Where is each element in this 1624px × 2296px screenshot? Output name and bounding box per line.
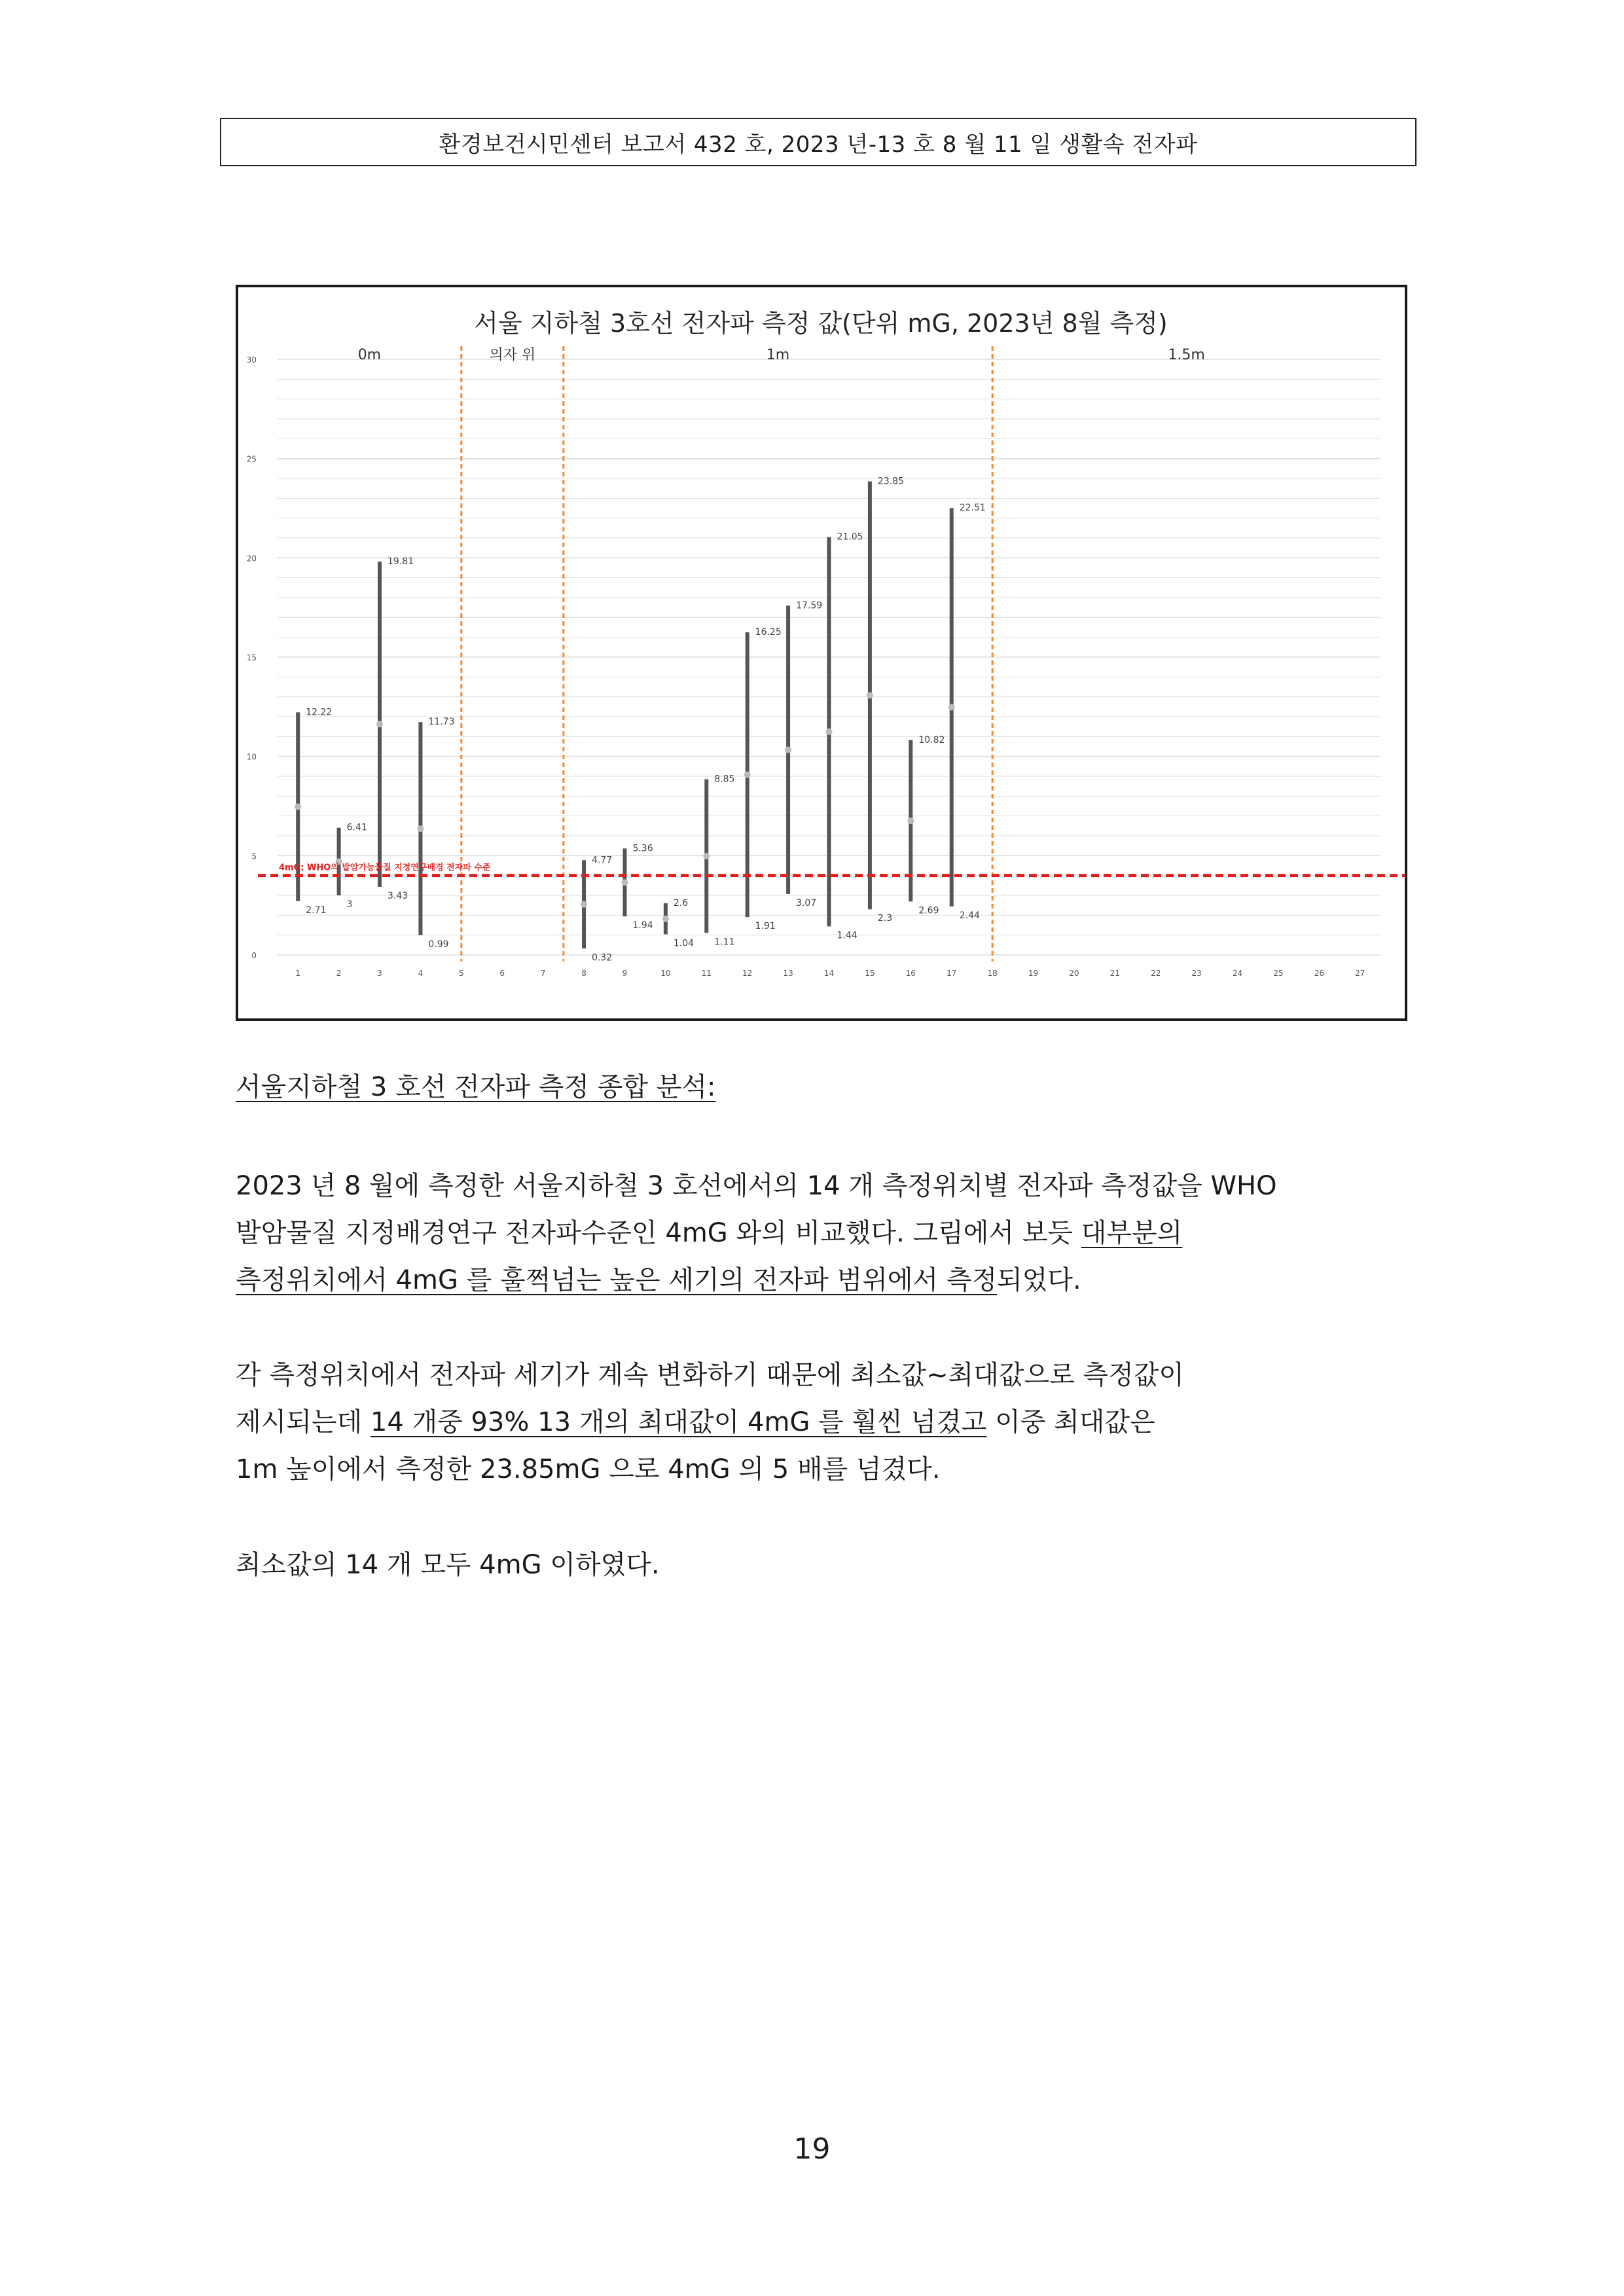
y-tick-label: 15	[246, 653, 257, 662]
paragraph-2-line-2	[236, 1399, 1155, 1446]
paragraph-1-line-3	[236, 1257, 1081, 1304]
min-value-label: 0.32	[592, 952, 613, 963]
min-value-label: 1.94	[632, 920, 653, 931]
y-axis-ticks	[247, 355, 257, 960]
x-tick-label: 22	[1151, 969, 1161, 978]
paragraph-1-text-2b: 대부분의	[1081, 1218, 1183, 1248]
x-tick-label: 27	[1355, 969, 1365, 978]
range-midpoint	[621, 879, 628, 886]
paragraph-2-text-1: 각 측정위치에서 전자파 세기가 계속 변화하기 때문에 최소값~최대값으로 측정값이	[236, 1360, 1184, 1390]
x-tick-label: 13	[783, 969, 793, 978]
min-value-label: 1.44	[837, 930, 857, 941]
min-value-label: 3.43	[388, 890, 408, 901]
min-value-label: 1.04	[673, 938, 695, 949]
range-midpoint	[907, 817, 914, 824]
x-tick-label: 5	[459, 969, 464, 978]
x-tick-label: 2	[336, 969, 342, 978]
range-midpoint	[948, 704, 955, 711]
x-tick-label: 15	[865, 969, 875, 978]
max-value-label: 5.36	[632, 843, 653, 854]
paragraph-1-text-3a: 측정위치에서 4mG 를 훌쩍넘는 높은 세기의 전자파 범위에서 측정	[236, 1265, 998, 1295]
x-tick-label: 8	[581, 969, 586, 978]
x-tick-label: 7	[540, 969, 546, 978]
y-tick-label: 30	[246, 355, 257, 365]
paragraph-1-text-1: 2023 년 8 월에 측정한 서울지하철 3 호선에서의 14 개 측정위치별 전자파 측정값을 WHO	[236, 1171, 1277, 1201]
range-bars	[295, 476, 986, 963]
zone-label: 1.5m	[1168, 347, 1205, 363]
zone-label: 1m	[766, 347, 790, 363]
min-value-label: 3	[346, 899, 353, 910]
x-tick-label: 9	[622, 969, 628, 978]
min-value-label: 3.07	[796, 897, 817, 908]
range-midpoint	[376, 721, 383, 728]
y-tick-label: 0	[251, 951, 257, 960]
x-tick-label: 11	[701, 969, 712, 978]
min-value-label: 2.71	[306, 905, 327, 916]
x-tick-label: 24	[1232, 969, 1243, 978]
paragraph-2-line-1	[236, 1352, 1184, 1399]
max-value-label: 6.41	[346, 822, 367, 833]
max-value-label: 12.22	[306, 707, 333, 718]
x-axis-ticks	[295, 969, 1365, 978]
min-value-label: 1.91	[755, 921, 776, 932]
max-value-label: 17.59	[796, 600, 823, 611]
x-tick-label: 21	[1110, 969, 1120, 978]
report-header-title: 환경보건시민센터 보고서 432 호, 2023 년-13 호 8 월 11 일 생활속 전자파	[439, 131, 1198, 158]
x-tick-label: 25	[1273, 969, 1284, 978]
max-value-label: 16.25	[755, 627, 782, 638]
range-midpoint	[417, 825, 424, 832]
min-value-label: 1.11	[714, 937, 735, 948]
who-reference-line	[258, 863, 1405, 876]
max-value-label: 4.77	[592, 855, 613, 866]
zone-label: 의자 위	[489, 347, 536, 363]
min-value-label: 0.99	[428, 939, 449, 950]
y-tick-label: 10	[246, 752, 257, 762]
paragraph-1-line-2	[236, 1210, 1182, 1257]
range-midpoint	[295, 804, 301, 810]
max-value-label: 19.81	[388, 556, 414, 567]
y-tick-label: 25	[246, 454, 257, 464]
max-value-label: 8.85	[714, 774, 735, 785]
y-tick-label: 5	[251, 852, 257, 861]
paragraph-3-text: 최소값의 14 개 모두 4mG 이하였다.	[236, 1550, 660, 1580]
paragraph-1-text-2a: 발암물질 지정배경연구 전자파수준인 4mG 와의 비교했다. 그림에서 보듯	[236, 1218, 1081, 1248]
emf-range-chart	[238, 287, 1405, 1018]
paragraph-2-line-3	[236, 1446, 941, 1493]
max-value-label: 10.82	[918, 734, 945, 745]
max-value-label: 2.6	[673, 898, 689, 909]
x-tick-label: 26	[1314, 969, 1325, 978]
x-tick-label: 14	[823, 969, 835, 978]
x-tick-label: 12	[742, 969, 753, 978]
max-value-label: 21.05	[837, 531, 863, 543]
analysis-heading-text: 서울지하철 3 호선 전자파 측정 종합 분석:	[236, 1072, 716, 1102]
range-midpoint	[703, 853, 710, 859]
x-tick-label: 23	[1191, 969, 1202, 978]
x-tick-label: 17	[947, 969, 957, 978]
range-midpoint	[662, 916, 669, 922]
min-value-label: 2.44	[959, 910, 980, 921]
x-tick-label: 6	[499, 969, 505, 978]
x-tick-label: 3	[377, 969, 382, 978]
range-midpoint	[826, 728, 833, 735]
range-midpoint	[744, 772, 751, 778]
report-header	[220, 118, 1416, 166]
x-tick-label: 10	[660, 969, 671, 978]
paragraph-1-text-3b: 되었다.	[997, 1265, 1081, 1295]
paragraph-2-text-2a: 제시되는데	[236, 1407, 370, 1437]
reference-line-label: 4mG: WHO의 발암가능물질 지정연구배경 전자파 수준	[279, 863, 491, 873]
range-midpoint	[785, 747, 791, 753]
paragraph-2-text-2b: 14 개중 93% 13 개의 최대값이 4mG 를 훨씬 넘겼고	[370, 1407, 987, 1437]
chart-title: 서울 지하철 3호선 전자파 측정 값(단위 mG, 2023년 8월 측정)	[474, 309, 1168, 338]
min-value-label: 2.69	[918, 905, 939, 916]
min-value-label: 2.3	[877, 913, 893, 924]
x-tick-label: 20	[1069, 969, 1079, 978]
range-midpoint	[867, 692, 873, 698]
x-tick-label: 18	[987, 969, 998, 978]
analysis-heading	[236, 1064, 715, 1111]
y-tick-label: 20	[246, 554, 257, 564]
page-number: 19	[793, 2132, 831, 2166]
paragraph-1-line-1	[236, 1162, 1277, 1210]
x-tick-label: 16	[905, 969, 916, 978]
max-value-label: 23.85	[877, 476, 905, 487]
paragraph-3	[236, 1541, 660, 1588]
max-value-label: 22.51	[959, 503, 986, 514]
x-tick-label: 4	[418, 969, 424, 978]
range-midpoint	[581, 901, 587, 908]
x-tick-label: 19	[1028, 969, 1039, 978]
paragraph-2-text-2c: 이중 최대값은	[986, 1407, 1155, 1437]
chart-figure	[236, 285, 1407, 1021]
paragraph-2-text-3: 1m 높이에서 측정한 23.85mG 으로 4mG 의 5 배를 넘겼다.	[236, 1454, 941, 1484]
zone-label: 0m	[357, 347, 382, 363]
max-value-label: 11.73	[428, 717, 455, 728]
x-tick-label: 1	[295, 969, 301, 978]
